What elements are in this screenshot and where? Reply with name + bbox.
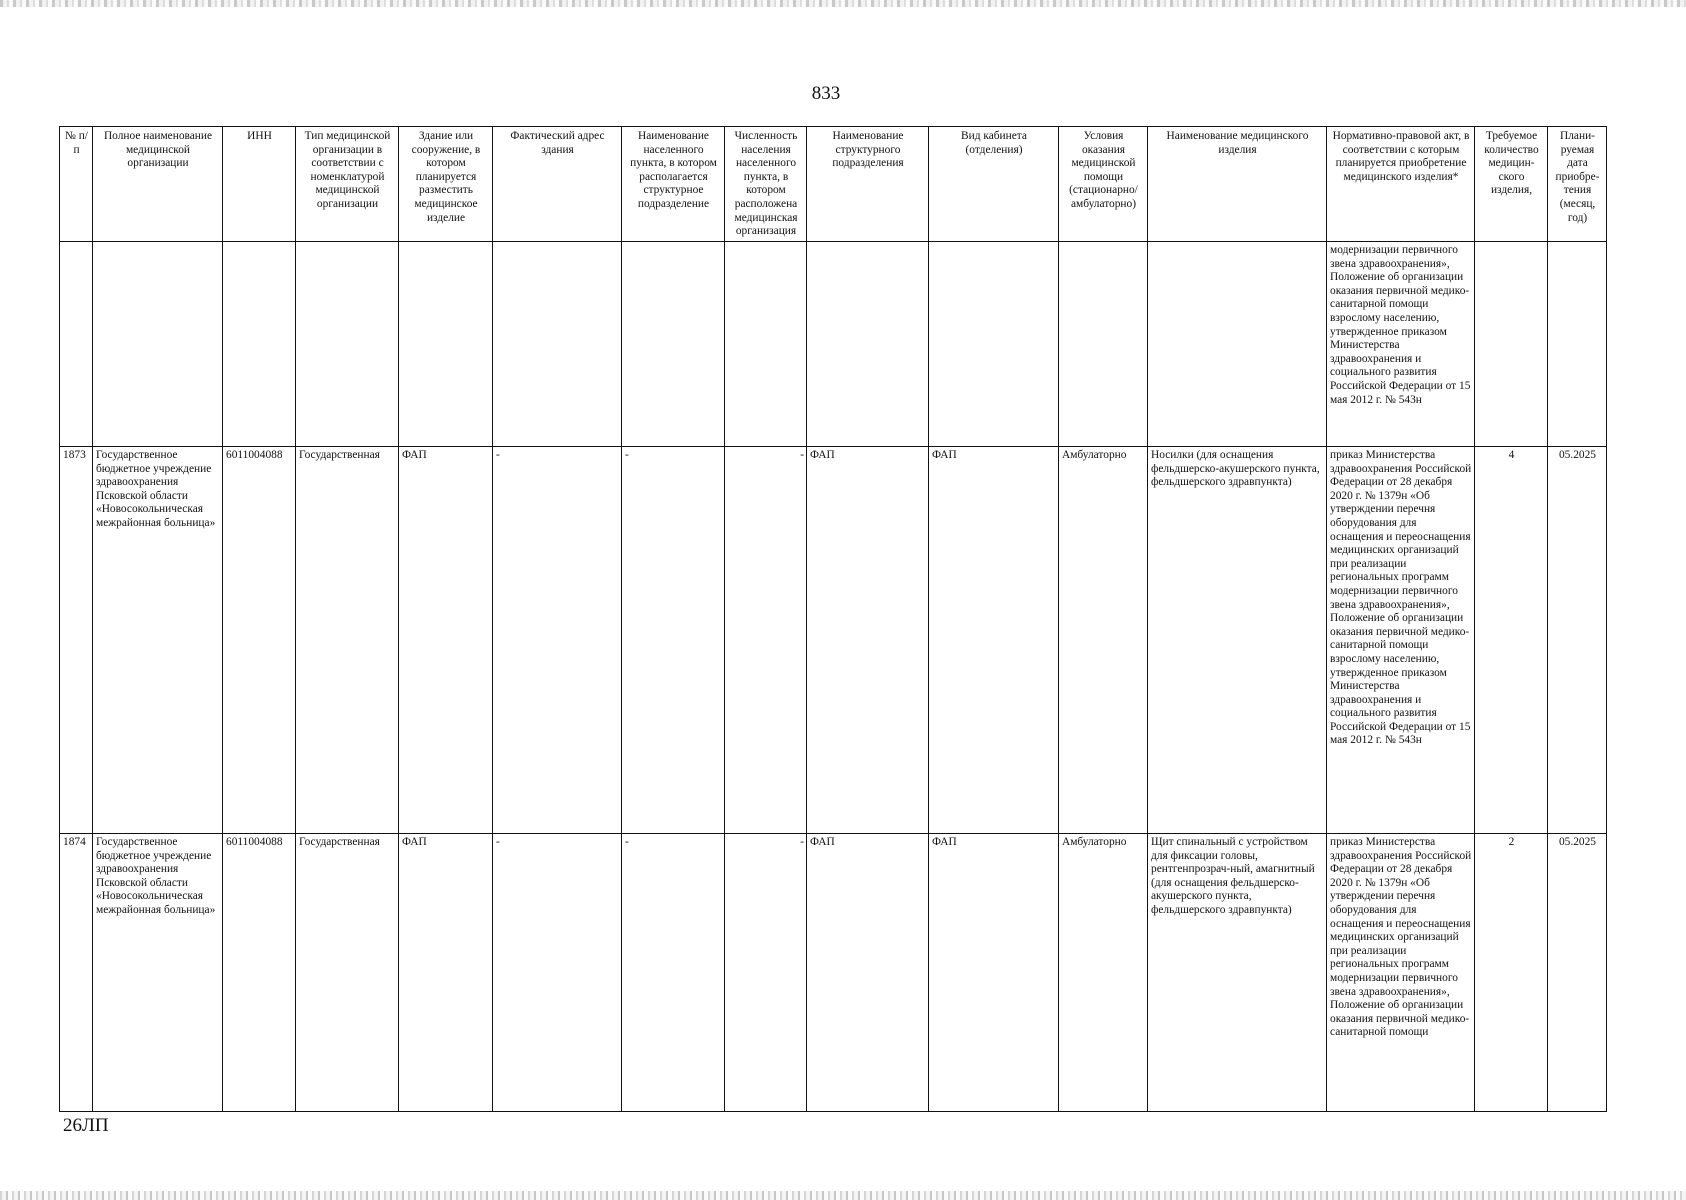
cell-quantity: 4	[1475, 447, 1548, 834]
cell-conditions	[1059, 242, 1148, 447]
cell-building: ФАП	[399, 834, 493, 1112]
cell-cabinet: ФАП	[929, 834, 1059, 1112]
cell-num	[60, 242, 93, 447]
table-header-row	[60, 127, 1607, 242]
cell-address: -	[493, 447, 622, 834]
cell-device	[1148, 242, 1327, 447]
cell-cabinet	[929, 242, 1059, 447]
header-population: Численность населения населенного пункта, в котором расположена медицинская организация	[725, 127, 807, 242]
header-date: Плани- руемая дата приобре- тения (месяц, год)	[1548, 127, 1607, 242]
cell-act: приказ Министерства здравоохранения Российской Федерации от 28 декабря 2020 г. № 1379н «Об утверждении перечня оборудования для оснащения и переоснащения медицинских организаций при реализации региональных программ модернизации первичного звена здравоохранения», Положение об организации оказания первичной медико-санитарной помощи	[1327, 834, 1475, 1112]
header-building: Здание или сооружение, в котором планируется разместить медицинское изделие	[399, 127, 493, 242]
header-conditions: Условия оказания медицинской помощи (стационарно/ амбулаторно)	[1059, 127, 1148, 242]
cell-subdivision: ФАП	[807, 834, 929, 1112]
cell-cabinet: ФАП	[929, 447, 1059, 834]
medical-equipment-table	[59, 126, 1607, 1112]
cell-address: -	[493, 834, 622, 1112]
cell-org	[93, 242, 223, 447]
cell-date	[1548, 242, 1607, 447]
cell-building	[399, 242, 493, 447]
header-cabinet: Вид кабинета (отделения)	[929, 127, 1059, 242]
cell-settlement	[622, 242, 725, 447]
cell-type: Государственная	[296, 834, 399, 1112]
header-act: Нормативно-правовой акт, в соответствии с которым планируется приобретение медицинского изделия*	[1327, 127, 1475, 242]
cell-num: 1873	[60, 447, 93, 834]
header-type: Тип медицинской организации в соответствии с номенклатурой медицинской организации	[296, 127, 399, 242]
cell-device: Носилки (для оснащения фельдшерско-акушерского пункта, фельдшерского здравпункта)	[1148, 447, 1327, 834]
cell-inn: 6011004088	[223, 447, 296, 834]
cell-quantity: 2	[1475, 834, 1548, 1112]
header-quantity: Требуемое количество медицин- ского изделия,	[1475, 127, 1548, 242]
header-device: Наименование медицинского изделия	[1148, 127, 1327, 242]
cell-subdivision: ФАП	[807, 447, 929, 834]
cell-inn: 6011004088	[223, 834, 296, 1112]
scan-noise-top	[0, 0, 1686, 7]
header-inn: ИНН	[223, 127, 296, 242]
cell-population: -	[725, 834, 807, 1112]
cell-num: 1874	[60, 834, 93, 1112]
table-row	[60, 834, 1607, 1112]
cell-conditions: Амбулаторно	[1059, 834, 1148, 1112]
scan-noise-bottom	[0, 1191, 1686, 1200]
cell-population	[725, 242, 807, 447]
cell-date: 05.2025	[1548, 834, 1607, 1112]
cell-type: Государственная	[296, 447, 399, 834]
cell-conditions: Амбулаторно	[1059, 447, 1148, 834]
header-org: Полное наименование медицинской организации	[93, 127, 223, 242]
header-num: № п/п	[60, 127, 93, 242]
cell-population: -	[725, 447, 807, 834]
cell-address	[493, 242, 622, 447]
cell-date: 05.2025	[1548, 447, 1607, 834]
header-settlement: Наименование населенного пункта, в котором располагается структурное подразделение	[622, 127, 725, 242]
cell-inn	[223, 242, 296, 447]
cell-device: Щит спинальный с устройством для фиксации головы, рентгенпрозрач-ный, амагнитный (для оснащения фельдшерско-акушерского пункта, фельдшерского здравпункта)	[1148, 834, 1327, 1112]
cell-settlement: -	[622, 834, 725, 1112]
table-row	[60, 242, 1607, 447]
cell-quantity	[1475, 242, 1548, 447]
table-row	[60, 447, 1607, 834]
cell-settlement: -	[622, 447, 725, 834]
cell-org: Государственное бюджетное учреждение здравоохранения Псковской области «Новосокольническая межрайонная больница»	[93, 447, 223, 834]
cell-building: ФАП	[399, 447, 493, 834]
cell-act: приказ Министерства здравоохранения Российской Федерации от 28 декабря 2020 г. № 1379н «Об утверждении перечня оборудования для оснащения и переоснащения медицинских организаций при реализации региональных программ модернизации первичного звена здравоохранения», Положение об организации оказания первичной медико-санитарной помощи взрослому населению, утвержденное приказом Министерства здравоохранения и социального развития Российской Федерации от 15 мая 2012 г. № 543н	[1327, 447, 1475, 834]
header-address: Фактический адрес здания	[493, 127, 622, 242]
footer-code: 26ЛП	[63, 1115, 109, 1136]
cell-type	[296, 242, 399, 447]
header-subdivision: Наименование структурного подразделения	[807, 127, 929, 242]
cell-subdivision	[807, 242, 929, 447]
cell-org: Государственное бюджетное учреждение здравоохранения Псковской области «Новосокольническая межрайонная больница»	[93, 834, 223, 1112]
cell-act: модернизации первичного звена здравоохранения», Положение об организации оказания первичной медико-санитарной помощи взрослому населению, утвержденное приказом Министерства здравоохранения и социального развития Российской Федерации от 15 мая 2012 г. № 543н	[1327, 242, 1475, 447]
page-number: 833	[811, 83, 841, 104]
